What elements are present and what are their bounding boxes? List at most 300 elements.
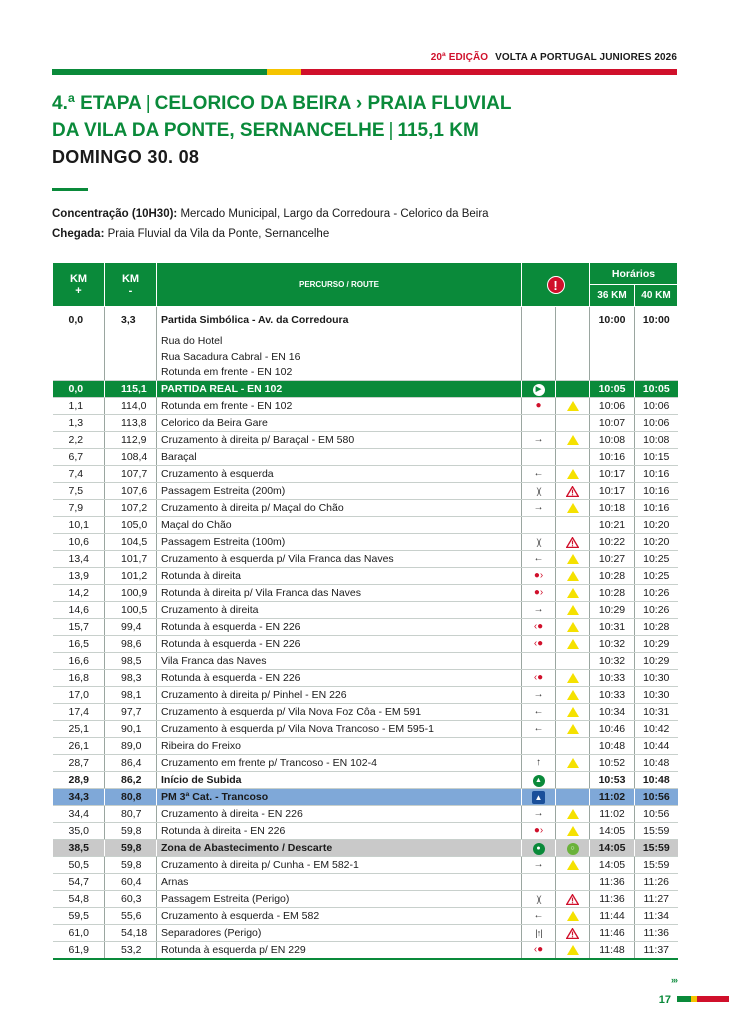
- icon-cell: [556, 307, 590, 333]
- flag-color-bar: [52, 69, 677, 75]
- time-36-cell: 10:34: [590, 704, 635, 721]
- header-speed-40: 40 KM: [635, 285, 678, 307]
- arrival-label: Chegada:: [52, 228, 105, 240]
- time-40-cell: 10:25: [635, 568, 678, 585]
- icon-cell: [556, 517, 590, 534]
- route-row: [53, 874, 678, 891]
- time-36-cell: 10:53: [590, 772, 635, 789]
- km-minus-cell: 90,1: [105, 721, 157, 738]
- icon-cell: [556, 806, 590, 823]
- km-minus-cell: 104,5: [105, 534, 157, 551]
- km-plus-cell: 61,9: [53, 942, 105, 959]
- icon-cell: [556, 602, 590, 619]
- km-minus-cell: 101,7: [105, 551, 157, 568]
- route-row: [53, 636, 678, 653]
- icon-cell: [556, 534, 590, 551]
- km-plus-cell: 7,4: [53, 466, 105, 483]
- route-cell: Maçal do Chão: [157, 517, 522, 534]
- icon-cell: [522, 568, 556, 585]
- icon-cell: [556, 840, 590, 857]
- caution-yellow-icon: [567, 911, 579, 921]
- time-36-cell: 10:00: [590, 307, 635, 333]
- icon-cell: [522, 721, 556, 738]
- straight-icon: ↑: [536, 757, 541, 769]
- km-plus-cell: 17,4: [53, 704, 105, 721]
- icon-cell: [556, 398, 590, 415]
- time-40-cell: 11:26: [635, 874, 678, 891]
- caution-yellow-icon: [567, 639, 579, 649]
- roundabout-left-icon: ‹●: [533, 943, 544, 955]
- turn-right-icon: →: [533, 859, 544, 871]
- km-minus-cell: [105, 349, 157, 365]
- time-36-cell: 10:32: [590, 653, 635, 670]
- time-36-cell: 14:05: [590, 840, 635, 857]
- km-minus-cell: 98,6: [105, 636, 157, 653]
- km-plus-cell: 10,1: [53, 517, 105, 534]
- time-40-cell: 10:08: [635, 432, 678, 449]
- route-cell: Passagem Estreita (100m): [157, 534, 522, 551]
- km-minus-cell: [105, 333, 157, 349]
- time-40-cell: 15:59: [635, 857, 678, 874]
- caution-yellow-icon: [567, 605, 579, 615]
- km-minus-cell: 100,5: [105, 602, 157, 619]
- km-minus-cell: 59,8: [105, 857, 157, 874]
- km-minus-cell: 113,8: [105, 415, 157, 432]
- route-cell: Rotunda à esquerda - EN 226: [157, 636, 522, 653]
- waste-zone-icon: ○: [567, 843, 579, 855]
- green-divider: [52, 188, 88, 191]
- time-36-cell: 10:48: [590, 738, 635, 755]
- corner-color-bar: [677, 996, 729, 1002]
- icon-cell: [556, 925, 590, 942]
- time-40-cell: 15:59: [635, 823, 678, 840]
- route-cell: Rotunda à esquerda - EN 226: [157, 619, 522, 636]
- icon-cell: [556, 333, 590, 349]
- icon-cell: [522, 602, 556, 619]
- icon-cell: [522, 619, 556, 636]
- time-40-cell: 10:28: [635, 619, 678, 636]
- stage-route-line2: DA VILA DA PONTE, SERNANCELHE: [52, 120, 385, 141]
- caution-yellow-icon: [567, 707, 579, 717]
- time-36-cell: 10:31: [590, 619, 635, 636]
- route-cell: Cruzamento à esquerda p/ Vila Franca das Naves: [157, 551, 522, 568]
- caution-yellow-icon: [567, 673, 579, 683]
- km-minus-cell: 99,4: [105, 619, 157, 636]
- route-row: [53, 772, 678, 789]
- danger-red-icon: [566, 894, 579, 905]
- roundabout-left-icon: ‹●: [533, 672, 544, 684]
- time-36-cell: 11:02: [590, 789, 635, 806]
- icon-cell: [556, 365, 590, 381]
- pre-route-row: [53, 333, 678, 349]
- time-36-cell: 10:08: [590, 432, 635, 449]
- route-row: [53, 398, 678, 415]
- icon-cell: [556, 483, 590, 500]
- arrival-info: [52, 228, 329, 240]
- route-row: [53, 789, 678, 806]
- mountain-prize-icon: ▲: [532, 791, 545, 804]
- turn-right-icon: →: [533, 434, 544, 446]
- icon-cell: [556, 755, 590, 772]
- km-minus-cell: [105, 365, 157, 381]
- km-minus-cell: 97,7: [105, 704, 157, 721]
- km-plus-cell: 1,3: [53, 415, 105, 432]
- route-cell: Cruzamento à direita p/ Baraçal - EM 580: [157, 432, 522, 449]
- icon-cell: [556, 415, 590, 432]
- route-row: [53, 721, 678, 738]
- time-36-cell: [590, 349, 635, 365]
- turn-left-icon: ←: [533, 723, 544, 735]
- icon-cell: [522, 307, 556, 333]
- time-40-cell: 11:27: [635, 891, 678, 908]
- km-minus-cell: 98,3: [105, 670, 157, 687]
- climb-start-icon: ▲: [533, 775, 545, 787]
- start-icon: ▶: [533, 384, 545, 396]
- km-plus-cell: 16,8: [53, 670, 105, 687]
- km-plus-cell: 61,0: [53, 925, 105, 942]
- icon-cell: [522, 755, 556, 772]
- turn-left-icon: ←: [533, 910, 544, 922]
- title-separator: |: [388, 120, 394, 141]
- caution-yellow-icon: [567, 503, 579, 513]
- header-km-plus: KM +: [53, 263, 105, 307]
- concentration-value: Mercado Municipal, Largo da Corredoura - Celorico da Beira: [177, 208, 489, 220]
- caution-yellow-icon: [567, 554, 579, 564]
- time-40-cell: 11:37: [635, 942, 678, 959]
- icon-cell: [556, 721, 590, 738]
- time-40-cell: 10:16: [635, 466, 678, 483]
- title-separator: |: [145, 93, 151, 114]
- icon-cell: [556, 381, 590, 398]
- route-row: [53, 687, 678, 704]
- danger-red-icon: [566, 486, 579, 497]
- route-cell: Rua do Hotel: [157, 333, 522, 349]
- route-row: [53, 602, 678, 619]
- route-cell: Celorico da Beira Gare: [157, 415, 522, 432]
- caution-yellow-icon: [567, 690, 579, 700]
- time-36-cell: 11:48: [590, 942, 635, 959]
- km-plus-cell: 59,5: [53, 908, 105, 925]
- header-times: Horários: [590, 263, 678, 285]
- route-row: [53, 449, 678, 466]
- time-40-cell: 10:05: [635, 381, 678, 398]
- arrival-value: Praia Fluvial da Vila da Ponte, Sernancelhe: [104, 228, 330, 240]
- route-cell: Rotunda à esquerda - EN 226: [157, 670, 522, 687]
- km-plus-cell: 0,0: [53, 307, 105, 333]
- route-cell: Arnas: [157, 874, 522, 891]
- caution-yellow-icon: [567, 826, 579, 836]
- km-plus-cell: 50,5: [53, 857, 105, 874]
- time-36-cell: 10:33: [590, 670, 635, 687]
- route-cell: Cruzamento à esquerda - EM 582: [157, 908, 522, 925]
- route-cell: Início de Subida: [157, 772, 522, 789]
- icon-cell: [522, 398, 556, 415]
- narrow-road-icon: )(: [536, 894, 541, 905]
- km-plus-cell: 2,2: [53, 432, 105, 449]
- route-row: [53, 653, 678, 670]
- route-row: [53, 857, 678, 874]
- alert-icon: !: [547, 276, 565, 294]
- page-header: [431, 52, 677, 63]
- roundabout-right-icon: ●›: [533, 570, 544, 582]
- km-plus-cell: 17,0: [53, 687, 105, 704]
- time-40-cell: [635, 365, 678, 381]
- roundabout-right-icon: ●›: [533, 825, 544, 837]
- caution-yellow-icon: [567, 571, 579, 581]
- time-36-cell: 10:46: [590, 721, 635, 738]
- caution-yellow-icon: [567, 860, 579, 870]
- km-minus-cell: 60,4: [105, 874, 157, 891]
- km-plus-cell: 14,6: [53, 602, 105, 619]
- pre-route-row: [53, 349, 678, 365]
- route-cell: Vila Franca das Naves: [157, 653, 522, 670]
- time-40-cell: 10:26: [635, 585, 678, 602]
- time-40-cell: 15:59: [635, 840, 678, 857]
- route-row: [53, 517, 678, 534]
- km-minus-cell: 86,2: [105, 772, 157, 789]
- km-minus-cell: 105,0: [105, 517, 157, 534]
- icon-cell: [522, 704, 556, 721]
- icon-cell: [556, 636, 590, 653]
- time-36-cell: 10:32: [590, 636, 635, 653]
- caution-yellow-icon: [567, 622, 579, 632]
- time-36-cell: 10:33: [590, 687, 635, 704]
- icon-cell: [522, 653, 556, 670]
- icon-cell: [556, 704, 590, 721]
- icon-cell: [556, 738, 590, 755]
- next-page-arrows: ›››: [671, 975, 677, 985]
- km-plus-cell: 26,1: [53, 738, 105, 755]
- turn-right-icon: →: [533, 689, 544, 701]
- km-plus-cell: 34,3: [53, 789, 105, 806]
- km-minus-cell: 59,8: [105, 840, 157, 857]
- route-table: [52, 262, 678, 960]
- time-40-cell: 10:15: [635, 449, 678, 466]
- route-cell: Rotunda à direita: [157, 568, 522, 585]
- route-row: [53, 908, 678, 925]
- km-minus-cell: 86,4: [105, 755, 157, 772]
- time-36-cell: 10:05: [590, 381, 635, 398]
- route-cell: PM 3ª Cat. - Trancoso: [157, 789, 522, 806]
- icon-cell: [556, 857, 590, 874]
- route-row: [53, 704, 678, 721]
- icon-cell: [522, 483, 556, 500]
- km-plus-cell: 28,7: [53, 755, 105, 772]
- feed-zone-icon: ●: [533, 843, 545, 855]
- route-row: [53, 942, 678, 959]
- caution-yellow-icon: [567, 435, 579, 445]
- km-plus-cell: 28,9: [53, 772, 105, 789]
- km-minus-cell: 108,4: [105, 449, 157, 466]
- route-row: [53, 568, 678, 585]
- km-plus-cell: 13,9: [53, 568, 105, 585]
- route-row: [53, 534, 678, 551]
- time-36-cell: [590, 365, 635, 381]
- narrow-road-icon: )(: [536, 537, 541, 548]
- route-row: [53, 619, 678, 636]
- km-plus-cell: 1,1: [53, 398, 105, 415]
- icon-cell: [556, 349, 590, 365]
- km-plus-cell: 54,8: [53, 891, 105, 908]
- stage-distance: 115,1 KM: [397, 120, 479, 141]
- route-cell: Cruzamento à direita: [157, 602, 522, 619]
- icon-cell: [556, 670, 590, 687]
- caution-yellow-icon: [567, 809, 579, 819]
- km-plus-cell: 10,6: [53, 534, 105, 551]
- caution-yellow-icon: [567, 724, 579, 734]
- icon-cell: [556, 653, 590, 670]
- route-cell: Rotunda à direita - EN 226: [157, 823, 522, 840]
- icon-cell: [522, 585, 556, 602]
- route-cell: Passagem Estreita (200m): [157, 483, 522, 500]
- time-36-cell: 10:29: [590, 602, 635, 619]
- route-cell: Partida Simbólica - Av. da Corredoura: [157, 307, 522, 333]
- icon-cell: [522, 432, 556, 449]
- km-minus-cell: 98,1: [105, 687, 157, 704]
- route-cell: Cruzamento à direita - EN 226: [157, 806, 522, 823]
- icon-cell: [522, 449, 556, 466]
- icon-cell: [556, 908, 590, 925]
- icon-cell: [556, 891, 590, 908]
- km-plus-cell: [53, 365, 105, 381]
- concentration-label: Concentração (10H30):: [52, 208, 178, 220]
- time-36-cell: 10:52: [590, 755, 635, 772]
- icon-cell: [522, 772, 556, 789]
- route-cell: Rotunda em frente - EN 102: [157, 365, 522, 381]
- header-route: PERCURSO / ROUTE: [157, 263, 522, 307]
- time-40-cell: 10:44: [635, 738, 678, 755]
- time-36-cell: 10:28: [590, 568, 635, 585]
- km-minus-cell: 114,0: [105, 398, 157, 415]
- km-minus-cell: 107,7: [105, 466, 157, 483]
- route-row: [53, 823, 678, 840]
- route-cell: Ribeira do Freixo: [157, 738, 522, 755]
- icon-cell: [522, 636, 556, 653]
- icon-cell: [522, 806, 556, 823]
- icon-cell: [522, 349, 556, 365]
- danger-red-icon: [566, 537, 579, 548]
- icon-cell: [522, 789, 556, 806]
- route-cell: Cruzamento à esquerda: [157, 466, 522, 483]
- icon-cell: [522, 738, 556, 755]
- icon-cell: [522, 466, 556, 483]
- route-cell: Rotunda à direita p/ Vila Franca das Naves: [157, 585, 522, 602]
- time-40-cell: 10:20: [635, 517, 678, 534]
- icon-cell: [556, 449, 590, 466]
- km-plus-cell: [53, 349, 105, 365]
- km-plus-cell: 15,7: [53, 619, 105, 636]
- route-row: [53, 551, 678, 568]
- danger-red-icon: [566, 928, 579, 939]
- km-plus-cell: 54,7: [53, 874, 105, 891]
- km-plus-cell: 7,5: [53, 483, 105, 500]
- time-40-cell: 10:16: [635, 483, 678, 500]
- km-minus-cell: 100,9: [105, 585, 157, 602]
- turn-right-icon: →: [533, 604, 544, 616]
- route-cell: Cruzamento à direita p/ Pinhel - EN 226: [157, 687, 522, 704]
- route-cell: Separadores (Perigo): [157, 925, 522, 942]
- icon-cell: [556, 500, 590, 517]
- icon-cell: [522, 908, 556, 925]
- time-36-cell: 10:17: [590, 483, 635, 500]
- km-plus-cell: 14,2: [53, 585, 105, 602]
- route-cell: Cruzamento à esquerda p/ Vila Nova Foz Côa - EM 591: [157, 704, 522, 721]
- caution-yellow-icon: [567, 588, 579, 598]
- roundabout-straight-icon: ●: [535, 400, 542, 412]
- icon-cell: [522, 874, 556, 891]
- time-40-cell: 10:56: [635, 789, 678, 806]
- icon-cell: [522, 942, 556, 959]
- turn-left-icon: ←: [533, 468, 544, 480]
- header-speed-36: 36 KM: [590, 285, 635, 307]
- route-row: [53, 670, 678, 687]
- route-row: [53, 415, 678, 432]
- time-36-cell: 10:27: [590, 551, 635, 568]
- route-row: [53, 483, 678, 500]
- icon-cell: [522, 381, 556, 398]
- km-plus-cell: 13,4: [53, 551, 105, 568]
- turn-left-icon: ←: [533, 706, 544, 718]
- icon-cell: [556, 432, 590, 449]
- route-cell: Cruzamento em frente p/ Trancoso - EN 102-4: [157, 755, 522, 772]
- route-row: [53, 585, 678, 602]
- icon-cell: [556, 551, 590, 568]
- pre-route-row: [53, 365, 678, 381]
- race-name: VOLTA A PORTUGAL JUNIORES 2026: [495, 52, 677, 63]
- icon-cell: [522, 551, 556, 568]
- km-minus-cell: 112,9: [105, 432, 157, 449]
- icon-cell: [522, 840, 556, 857]
- km-minus-cell: 59,8: [105, 823, 157, 840]
- km-minus-cell: 60,3: [105, 891, 157, 908]
- stage-route-line1: CELORICO DA BEIRA › PRAIA FLUVIAL: [154, 93, 512, 114]
- route-row: [53, 432, 678, 449]
- route-cell: Cruzamento à esquerda p/ Vila Nova Trancoso - EM 595-1: [157, 721, 522, 738]
- icon-cell: [522, 823, 556, 840]
- time-36-cell: 10:16: [590, 449, 635, 466]
- time-40-cell: 10:06: [635, 398, 678, 415]
- route-cell: Baraçal: [157, 449, 522, 466]
- time-36-cell: 14:05: [590, 823, 635, 840]
- time-40-cell: 10:00: [642, 313, 670, 326]
- turn-right-icon: →: [533, 502, 544, 514]
- icon-cell: [556, 466, 590, 483]
- time-40-cell: 10:26: [635, 602, 678, 619]
- roundabout-right-icon: ●›: [533, 587, 544, 599]
- time-40-cell: 10:29: [635, 653, 678, 670]
- icon-cell: [522, 925, 556, 942]
- km-plus-cell: 38,5: [53, 840, 105, 857]
- time-36-cell: 10:22: [590, 534, 635, 551]
- route-cell: Cruzamento à direita p/ Maçal do Chão: [157, 500, 522, 517]
- time-36-cell: 10:18: [590, 500, 635, 517]
- route-cell: Passagem Estreita (Perigo): [157, 891, 522, 908]
- route-cell: Zona de Abastecimento / Descarte: [157, 840, 522, 857]
- km-minus-cell: 101,2: [105, 568, 157, 585]
- stage-date: DOMINGO 30. 08: [52, 147, 200, 167]
- route-row: [53, 381, 678, 398]
- icon-cell: [522, 891, 556, 908]
- time-40-cell: 10:31: [635, 704, 678, 721]
- km-minus-cell: 53,2: [105, 942, 157, 959]
- route-cell: Rua Sacadura Cabral - EN 16: [157, 349, 522, 365]
- caution-yellow-icon: [567, 401, 579, 411]
- time-36-cell: 11:36: [590, 891, 635, 908]
- page-number: 17: [658, 994, 671, 1006]
- km-plus-cell: 35,0: [53, 823, 105, 840]
- time-40-cell: [635, 349, 678, 365]
- km-minus-cell: 89,0: [105, 738, 157, 755]
